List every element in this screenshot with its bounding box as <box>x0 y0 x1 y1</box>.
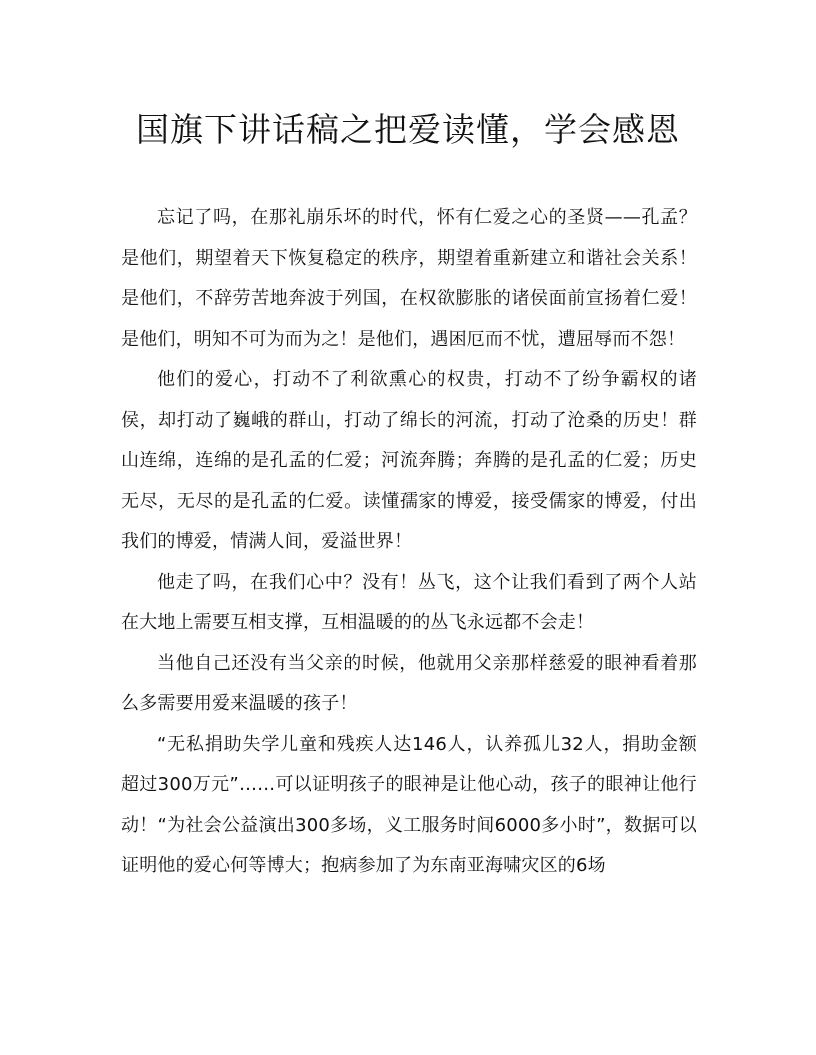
document-body <box>121 198 697 887</box>
paragraph-1: 忘记了吗，在那礼崩乐坏的时代，怀有仁爱之心的圣贤——孔孟？是他们，期望着天下恢复稳定的秩序，期望着重新建立和谐社会关系！是他们，不辞劳苦地奔波于列国，在权欲膨胀的诸侯面前宣扬着仁爱！是他们，明知不可为而为之！是他们，遇困厄而不忧，遭屈辱而不怨！ <box>121 207 697 350</box>
paragraph-2: 他们的爱心，打动不了利欲熏心的权贵，打动不了纷争霸权的诸侯，却打动了巍峨的群山，打动了绵长的河流，打动了沧桑的历史！群山连绵，连绵的是孔孟的仁爱；河流奔腾；奔腾的是孔孟的仁爱；历史无尽，无尽的是孔孟的仁爱。读懂孺家的博爱，接受儒家的博爱，付出我们的博爱，情满人间，爱溢世界！ <box>121 369 697 552</box>
paragraph-5: “无私捐助失学儿童和残疾人达146人，认养孤儿32人，捐助金额超过300万元”……可以证明孩子的眼神是让他心动，孩子的眼神让他行动！“为社会公益演出300多场，义工服务时间6000多小时”，数据可以证明他的爱心何等博大；抱病参加了为东南亚海啸灾区的6场 <box>121 733 697 876</box>
paragraph-4: 当他自己还没有当父亲的时候，他就用父亲那样慈爱的眼神看着那么多需要用爱来温暖的孩子！ <box>121 652 697 714</box>
page-title: 国旗下讲话稿之把爱读懂，学会感恩 <box>136 110 680 149</box>
paragraph-3: 他走了吗，在我们心中？没有！丛飞，这个让我们看到了两个人站在大地上需要互相支撑，互相温暖的的丛飞永远都不会走！ <box>121 571 697 633</box>
